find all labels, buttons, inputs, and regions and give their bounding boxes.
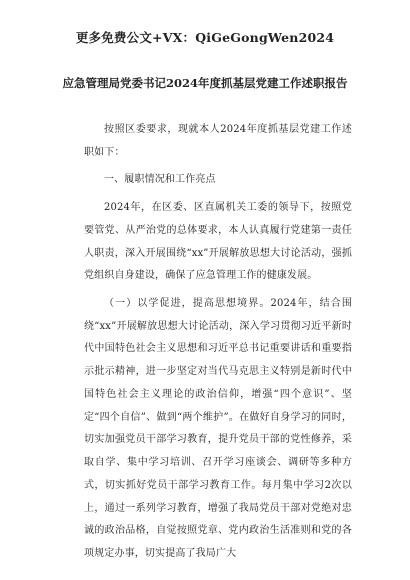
body-paragraph: （一）以学促进，提高思想境界。2024年，结合围绕“xx”开展解放思想大讨论活动，深入学习贯彻习近平新时代中国特色社会主义思想和习近平总书记重要讲话和重要指示批示精神，进一步坚定对当代马克思主义特别是新时代中国特色社会主义理论的政治信仰，增强“四个意识”、坚定“四个自信”、做到“两个维护”。在做好自身学习的同时，切实加强党员干部学习教育，提升党员干部的党性修养，采取自学、集中学习培训、召开学习座谈会、调研等多种方式，切实抓好党员干部学习教育工作。每月集中学习2次以上，通过一系列学习教育，增强了我局党员干部对党绝对忠诚的政治品格，自觉按照党章、党内政治生活准则和党的各项规定办事，切实提高了我局广大: [84, 297, 352, 560]
promo-header: 更多免费公文+VX：QiGeGongWen2024: [75, 30, 335, 45]
section-heading: 一、履职情况和工作亮点: [104, 174, 216, 186]
document-body: [84, 119, 352, 571]
document-title: 应急管理局党委书记2024年度抓基层党建工作述职报告: [62, 76, 348, 90]
intro-paragraph: 按照区委要求，现就本人2024年度抓基层党建工作述职如下：: [84, 124, 352, 158]
body-paragraph: 2024年，在区委、区直属机关工委的领导下，按照党要管党、从严治党的总体要求，本人认真履行党建第一责任人职责，深入开展围绕“xx”开展解放思想大讨论活动，强抓党组织自身建设，确保了应急管理工作的健康发展。: [84, 202, 352, 282]
